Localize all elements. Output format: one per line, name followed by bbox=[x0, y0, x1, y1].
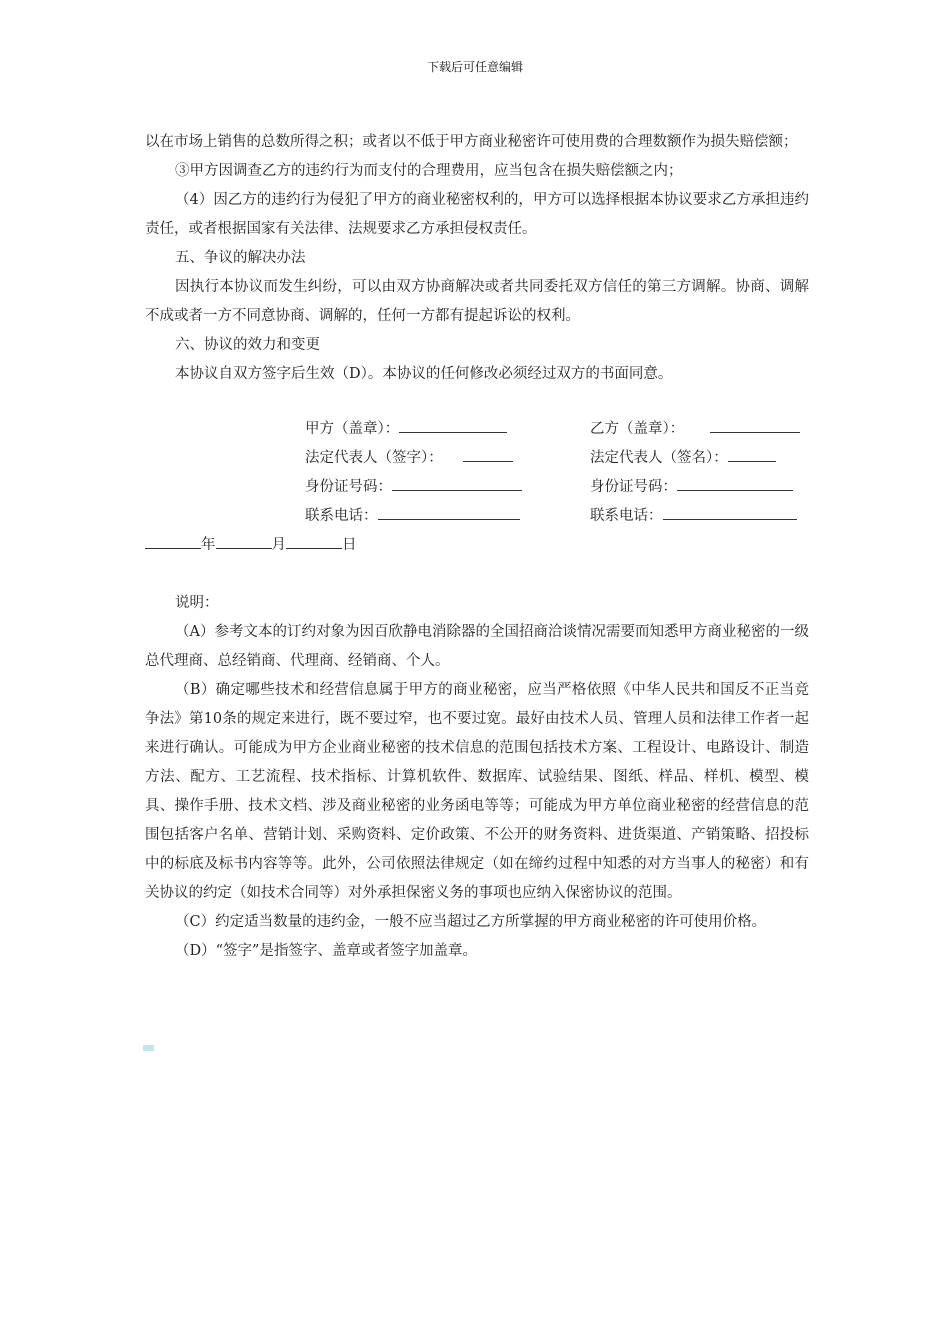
signature-block bbox=[145, 414, 809, 530]
party-b-phone-row bbox=[590, 501, 797, 530]
notes-title: 说明： bbox=[175, 595, 219, 611]
day-blank[interactable] bbox=[286, 530, 342, 549]
note-d: （D）“签字”是指签字、盖章或者签字加盖章。 bbox=[175, 943, 477, 959]
year-blank[interactable] bbox=[145, 530, 201, 549]
party-b-rep-row bbox=[590, 443, 776, 472]
note-a: （A）参考文本的订约对象为因百欣静电消除器的全国招商洽谈情况需要而知悉甲方商业秘密的一级总代理商、总经销商、代理商、经销商、个人。 bbox=[145, 624, 809, 669]
party-b-phone-blank[interactable] bbox=[663, 501, 797, 520]
paragraph-investigation-cost: ③甲方因调查乙方的违约行为而支付的合理费用，应当包含在损失赔偿额之内； bbox=[175, 163, 683, 179]
party-b-seal-label: 乙方（盖章）： bbox=[590, 421, 685, 437]
party-a-seal-blank[interactable] bbox=[399, 414, 507, 433]
paragraph-loss-calculation: 以在市场上销售的总数所得之积；或者以不低于甲方商业秘密许可使用费的合理数额作为损失赔偿额； bbox=[145, 134, 798, 150]
party-a-phone-blank[interactable] bbox=[378, 501, 520, 520]
party-a-phone-row bbox=[305, 501, 520, 530]
paragraph-validity: 本协议自双方签字后生效（D）。本协议的任何修改必须经过双方的书面同意。 bbox=[175, 366, 673, 382]
day-label: 日 bbox=[342, 537, 357, 553]
heading-dispute-resolution: 五、争议的解决办法 bbox=[175, 250, 306, 266]
page-header: 下载后可任意编辑 bbox=[426, 60, 523, 74]
party-b-id-blank[interactable] bbox=[677, 472, 793, 491]
party-a-rep-label: 法定代表人（签字）： bbox=[305, 450, 443, 466]
year-label: 年 bbox=[201, 537, 216, 553]
document-body bbox=[145, 128, 809, 966]
date-row bbox=[145, 530, 809, 560]
party-b-phone-label: 联系电话： bbox=[590, 508, 663, 524]
party-b-seal-row bbox=[590, 414, 800, 443]
heading-validity-changes: 六、协议的效力和变更 bbox=[175, 337, 320, 353]
month-label: 月 bbox=[271, 537, 286, 553]
party-b-seal-blank[interactable] bbox=[710, 414, 800, 433]
party-a-seal-label: 甲方（盖章）： bbox=[305, 421, 400, 437]
party-b-id-label: 身份证号码： bbox=[590, 479, 677, 495]
party-a-rep-row bbox=[305, 443, 513, 472]
note-c: （C）约定适当数量的违约金，一般不应当超过乙方所掌握的甲方商业秘密的许可使用价格。 bbox=[175, 914, 767, 930]
party-a-id-blank[interactable] bbox=[392, 472, 522, 491]
note-b: （B）确定哪些技术和经营信息属于甲方的商业秘密，应当严格依照《中华人民共和国反不正当竞争法》第10条的规定来进行，既不要过窄，也不要过宽。最好由技术人员、管理人员和法律工作者一起来进行确认。可能成为甲方企业商业秘密的技术信息的范围包括技术方案、工程设计、电路设计、制造方法、配方、工艺流程、技术指标、计算机软件、数据库、试验结果、图纸、样品、样机、模型、模具、操作手册、技术文档、涉及商业秘密的业务函电等等；可能成为甲方单位商业秘密的经营信息的范围包括客户名单、营销计划、采购资料、定价政策、不公开的财务资料、进货渠道、产销策略、招投标中的标底及标书内容等等。此外，公司依照法律规定（如在缔约过程中知悉的对方当事人的秘密）和有关协议的约定（如技术合同等）对外承担保密义务的事项也应纳入保密协议的范围。 bbox=[145, 682, 809, 901]
party-a-seal-row bbox=[305, 414, 507, 443]
party-b-id-row bbox=[590, 472, 793, 501]
party-a-id-row bbox=[305, 472, 522, 501]
text-cursor-marker bbox=[143, 1045, 154, 1051]
party-b-rep-label: 法定代表人（签名）： bbox=[590, 450, 728, 466]
party-a-rep-blank[interactable] bbox=[463, 443, 513, 462]
paragraph-dispute-resolution: 因执行本协议而发生纠纷，可以由双方协商解决或者共同委托双方信任的第三方调解。协商、调解不成或者一方不同意协商、调解的，任何一方都有提起诉讼的权利。 bbox=[145, 279, 809, 324]
blank-line bbox=[145, 560, 809, 589]
party-a-phone-label: 联系电话： bbox=[305, 508, 378, 524]
party-b-rep-blank[interactable] bbox=[728, 443, 776, 462]
paragraph-infringement: （4）因乙方的违约行为侵犯了甲方的商业秘密权利的，甲方可以选择根据本协议要求乙方承担违约责任，或者根据国家有关法律、法规要求乙方承担侵权责任。 bbox=[145, 192, 809, 237]
party-a-id-label: 身份证号码： bbox=[305, 479, 392, 495]
month-blank[interactable] bbox=[216, 530, 272, 549]
